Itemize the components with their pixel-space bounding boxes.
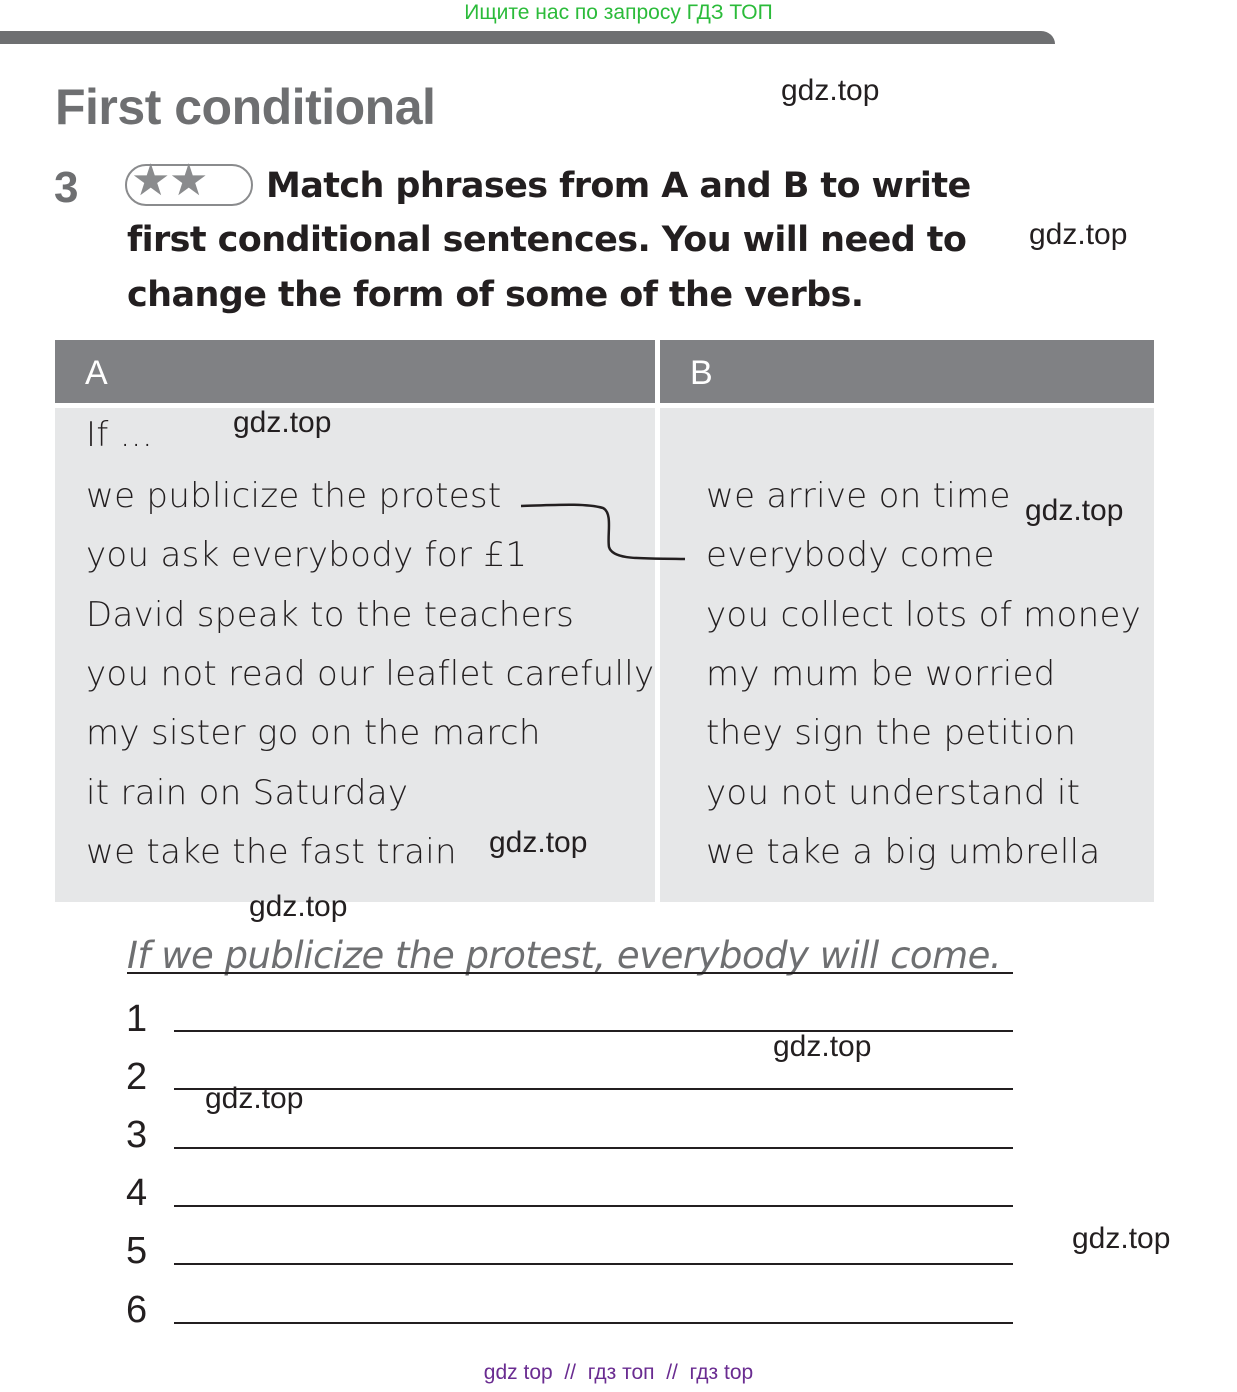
instruction-line-2: first conditional sentences. You will need to — [127, 220, 967, 260]
difficulty-rating — [125, 155, 253, 206]
instruction-line-1: Match phrases from A and B to write — [266, 166, 971, 206]
answer-number: 2 — [126, 1056, 148, 1098]
watermark: gdz.top — [773, 1030, 872, 1063]
watermark: gdz.top — [1025, 494, 1124, 527]
phrase-b: you not understand it — [706, 773, 1081, 813]
section-title: First conditional — [55, 79, 436, 135]
exercise-number: 3 — [54, 163, 79, 212]
answer-line-5[interactable] — [174, 1263, 1013, 1265]
phrase-a: we take the fast train — [86, 832, 457, 872]
answer-line-6[interactable] — [174, 1322, 1013, 1324]
answer-line-3[interactable] — [174, 1147, 1013, 1149]
phrase-a: David speak to the teachers — [86, 595, 575, 635]
column-a-header: A — [55, 340, 655, 403]
answer-number: 4 — [126, 1172, 148, 1214]
watermark: gdz.top — [233, 406, 332, 439]
phrase-b: everybody come — [706, 535, 995, 575]
column-b-header: B — [660, 340, 1154, 403]
phrase-a: it rain on Saturday — [86, 773, 409, 813]
watermark: gdz.top — [249, 890, 348, 923]
phrase-b: my mum be worried — [706, 654, 1056, 694]
phrase-a: my sister go on the march — [86, 713, 541, 753]
header-bar — [0, 31, 1055, 44]
phrase-b: we arrive on time — [706, 476, 1011, 516]
phrase-b: they sign the petition — [706, 713, 1077, 753]
answer-number: 3 — [126, 1114, 148, 1156]
instruction-line-3: change the form of some of the verbs. — [127, 275, 864, 315]
phrase-b: we take a big umbrella — [706, 832, 1101, 872]
example-underline — [127, 972, 1013, 974]
phrase-a: you ask everybody for £1 — [86, 535, 528, 575]
watermark: gdz.top — [1072, 1222, 1171, 1255]
watermark: gdz.top — [489, 826, 588, 859]
answer-number: 6 — [126, 1289, 148, 1331]
phrase-a: you not read our leaflet carefully — [86, 654, 655, 694]
answer-number: 1 — [126, 998, 148, 1040]
watermark: gdz.top — [1029, 218, 1128, 251]
top-banner: Ищите нас по запросу ГДЗ ТОП — [464, 1, 773, 24]
bottom-banner: gdz top // гдз топ // гдз top — [483, 1361, 754, 1384]
star-icon: ★ — [169, 155, 209, 206]
phrase-a: we publicize the protest — [86, 476, 502, 516]
answer-line-1[interactable] — [174, 1030, 1013, 1032]
answer-line-4[interactable] — [174, 1205, 1013, 1207]
phrase-b: you collect lots of money — [706, 595, 1142, 635]
watermark: gdz.top — [205, 1082, 304, 1115]
matching-connector-line — [515, 495, 695, 570]
star-icon: ★ — [131, 155, 171, 206]
answer-number: 5 — [126, 1230, 148, 1272]
watermark: gdz.top — [781, 74, 880, 107]
example-sentence: If we publicize the protest, everybody will come. — [127, 934, 1002, 977]
if-prefix: If ... — [86, 415, 154, 455]
